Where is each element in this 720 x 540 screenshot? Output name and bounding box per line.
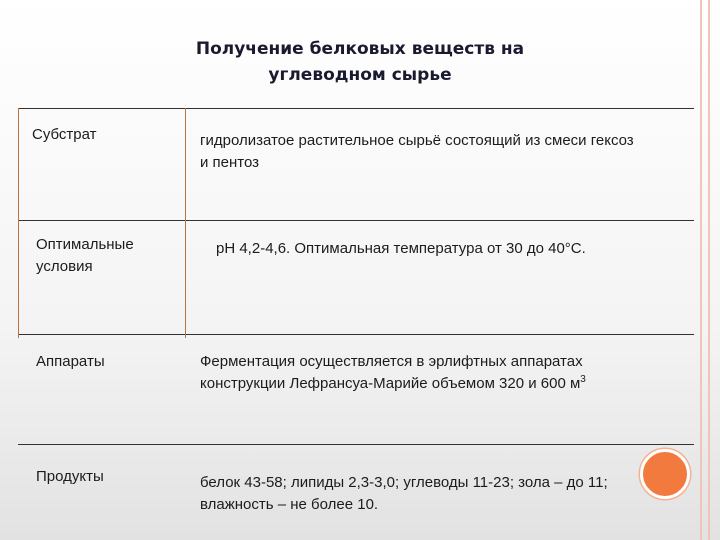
row-value-conditions: рН 4,2-4,6. Оптимальная температура от 30 до 40°С.	[216, 240, 586, 257]
row-value-apparatus	[200, 351, 600, 395]
slide-title	[140, 36, 580, 88]
orange-circle-decoration	[640, 449, 690, 499]
title-line-2: углеводном сырье	[268, 65, 452, 85]
decorative-border-line	[700, 0, 702, 540]
table-left-border	[18, 108, 19, 338]
row-divider	[18, 220, 694, 221]
row-divider	[18, 444, 694, 445]
row-divider	[18, 334, 694, 335]
superscript-3: 3	[580, 374, 586, 385]
row-label-substrate: Субстрат	[32, 126, 97, 143]
apparatus-text: Ферментация осуществляется в эрлифтных аппаратах конструкции Лефрансуа-Марийе объемом 320 и 600 м	[200, 353, 583, 392]
row-value-products: белок 43-58; липиды 2,3-3,0; углеводы 11-23; зола – до 11; влажность – не более 10.	[200, 474, 608, 513]
column-divider	[185, 108, 186, 338]
row-label-products: Продукты	[36, 468, 104, 485]
title-line-1: Получение белковых веществ на	[195, 39, 525, 59]
row-value-substrate: гидролизатое растительное сырьё состоящий из смеси гексоз и пентоз	[200, 132, 634, 171]
row-label-conditions: Оптимальные условия	[36, 236, 134, 275]
info-table	[18, 108, 694, 520]
table-top-border	[18, 108, 694, 109]
decorative-border-line	[708, 0, 710, 540]
row-label-apparatus: Аппараты	[36, 353, 105, 370]
